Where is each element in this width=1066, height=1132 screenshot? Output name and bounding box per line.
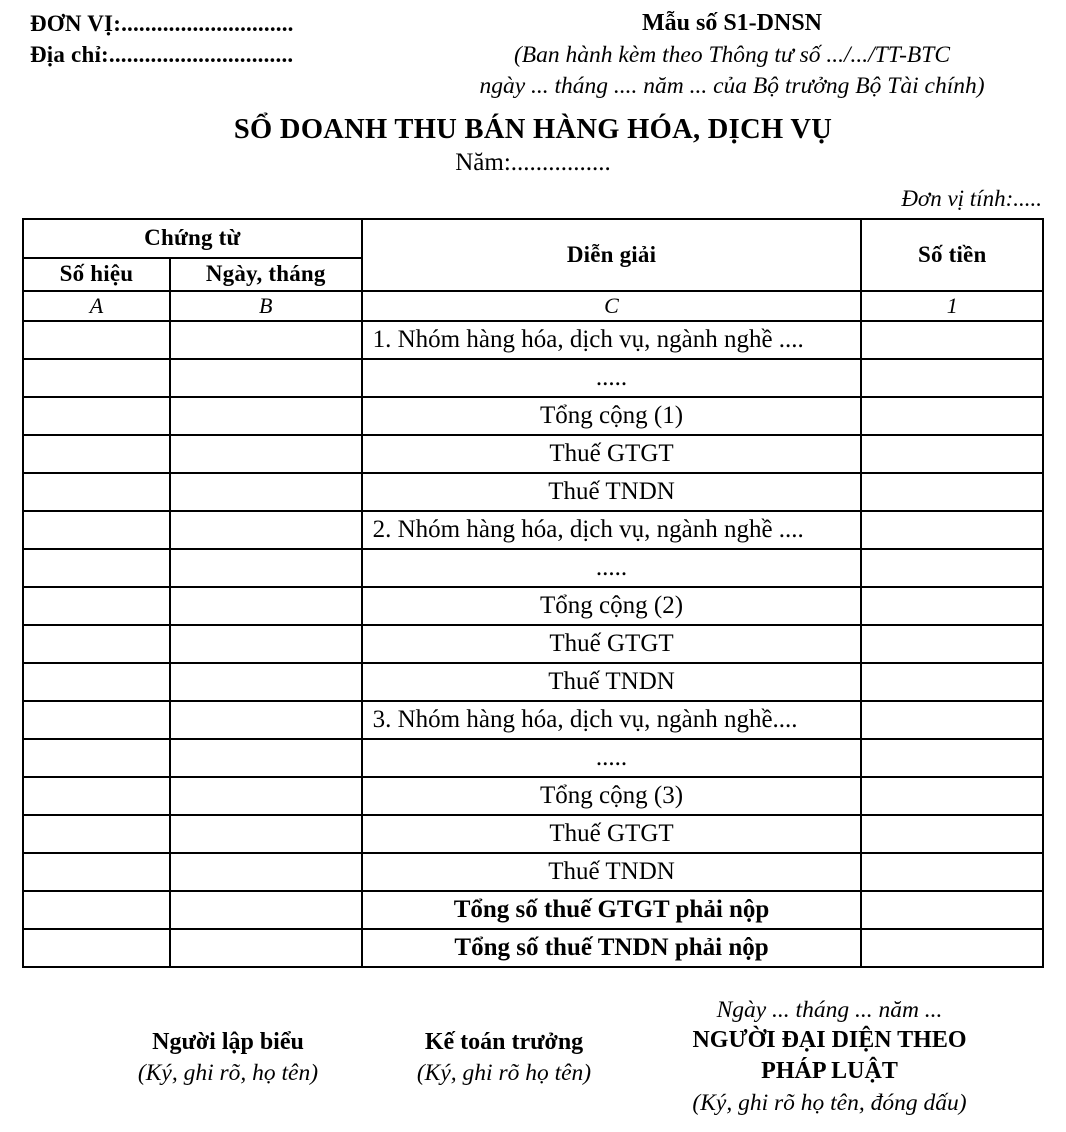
cell-dien-giai: Tổng số thuế GTGT phải nộp xyxy=(362,891,862,929)
form-issued-line1: (Ban hành kèm theo Thông tư số .../.../TT-BTC xyxy=(513,41,951,68)
cell-ngay-thang xyxy=(170,891,362,929)
form-number: Mẫu số S1-DNSN xyxy=(641,10,823,36)
header-so-tien: Số tiền xyxy=(861,219,1043,291)
cell-ngay-thang xyxy=(170,549,362,587)
cell-dien-giai: 2. Nhóm hàng hóa, dịch vụ, ngành nghề .... xyxy=(362,511,862,549)
column-code-b: B xyxy=(170,291,362,321)
cell-dien-giai: Tổng cộng (1) xyxy=(362,397,862,435)
header-ngay-thang: Ngày, tháng xyxy=(170,258,362,291)
table-row xyxy=(23,739,1043,777)
cell-ngay-thang xyxy=(170,777,362,815)
cell-ngay-thang xyxy=(170,587,362,625)
cell-so-tien xyxy=(861,435,1043,473)
cell-so-tien xyxy=(861,739,1043,777)
cell-so-hieu xyxy=(23,587,170,625)
cell-so-tien xyxy=(861,815,1043,853)
cell-so-tien xyxy=(861,359,1043,397)
unit-of-measure-label: Đơn vị tính:..... xyxy=(901,185,1042,211)
table-row-total-gtgt xyxy=(23,891,1043,929)
table-row xyxy=(23,625,1043,663)
cell-ngay-thang xyxy=(170,397,362,435)
signature-preparer xyxy=(78,995,378,1089)
table-row xyxy=(23,435,1043,473)
header-chung-tu: Chứng từ xyxy=(23,219,362,258)
cell-so-tien xyxy=(861,473,1043,511)
cell-ngay-thang xyxy=(170,511,362,549)
table-row xyxy=(23,511,1043,549)
cell-so-hieu xyxy=(23,473,170,511)
cell-dien-giai: Thuế GTGT xyxy=(362,435,862,473)
cell-so-tien xyxy=(861,853,1043,891)
column-code-row xyxy=(23,291,1043,321)
cell-ngay-thang xyxy=(170,663,362,701)
cell-so-hieu xyxy=(23,625,170,663)
signature-section xyxy=(0,995,1066,1118)
preparer-title: Người lập biểu xyxy=(152,1028,304,1055)
chief-accountant-note: (Ký, ghi rõ họ tên) xyxy=(416,1059,592,1086)
form-reference-block xyxy=(360,8,1044,102)
table-row xyxy=(23,321,1043,359)
cell-so-tien xyxy=(861,321,1043,359)
cell-so-hieu xyxy=(23,321,170,359)
cell-ngay-thang xyxy=(170,435,362,473)
table-row xyxy=(23,549,1043,587)
cell-dien-giai: ..... xyxy=(362,739,862,777)
cell-so-hieu xyxy=(23,853,170,891)
cell-so-tien xyxy=(861,777,1043,815)
column-code-1: 1 xyxy=(861,291,1043,321)
table-row xyxy=(23,853,1043,891)
signature-legal-representative xyxy=(614,995,1045,1118)
cell-so-tien xyxy=(861,891,1043,929)
cell-so-tien xyxy=(861,701,1043,739)
cell-so-tien xyxy=(861,511,1043,549)
cell-dien-giai: Thuế GTGT xyxy=(362,815,862,853)
cell-dien-giai: Thuế TNDN xyxy=(362,473,862,511)
cell-dien-giai: ..... xyxy=(362,549,862,587)
chief-accountant-title: Kế toán trưởng xyxy=(424,1028,584,1055)
cell-ngay-thang xyxy=(170,701,362,739)
table-body xyxy=(23,321,1043,967)
cell-so-hieu xyxy=(23,549,170,587)
cell-so-hieu xyxy=(23,739,170,777)
cell-ngay-thang xyxy=(170,473,362,511)
representative-note: (Ký, ghi rõ họ tên, đóng dấu) xyxy=(692,1089,967,1116)
table-row xyxy=(23,663,1043,701)
cell-so-hieu xyxy=(23,511,170,549)
cell-ngay-thang xyxy=(170,929,362,967)
cell-dien-giai: Thuế TNDN xyxy=(362,663,862,701)
cell-ngay-thang xyxy=(170,853,362,891)
revenue-table xyxy=(22,218,1044,968)
cell-so-hieu xyxy=(23,435,170,473)
cell-so-tien xyxy=(861,663,1043,701)
cell-ngay-thang xyxy=(170,359,362,397)
cell-dien-giai: Tổng cộng (2) xyxy=(362,587,862,625)
table-row-total-tndn xyxy=(23,929,1043,967)
cell-so-tien xyxy=(861,587,1043,625)
header-dien-giai: Diễn giải xyxy=(362,219,862,291)
cell-so-hieu xyxy=(23,777,170,815)
table-row xyxy=(23,815,1043,853)
table-row xyxy=(23,397,1043,435)
table-row xyxy=(23,359,1043,397)
cell-dien-giai: Tổng cộng (3) xyxy=(362,777,862,815)
cell-dien-giai: Thuế TNDN xyxy=(362,853,862,891)
table-row xyxy=(23,701,1043,739)
column-code-a: A xyxy=(23,291,170,321)
table-header xyxy=(23,219,1043,321)
cell-so-hieu xyxy=(23,663,170,701)
preparer-note: (Ký, ghi rõ, họ tên) xyxy=(137,1059,319,1086)
cell-dien-giai: Tổng số thuế TNDN phải nộp xyxy=(362,929,862,967)
table-row xyxy=(23,473,1043,511)
cell-so-hieu xyxy=(23,815,170,853)
representative-title-line1: NGƯỜI ĐẠI DIỆN THEO xyxy=(692,1027,967,1054)
cell-dien-giai: 3. Nhóm hàng hóa, dịch vụ, ngành nghề.... xyxy=(362,701,862,739)
cell-so-tien xyxy=(861,397,1043,435)
cell-so-hieu xyxy=(23,359,170,397)
org-block xyxy=(30,8,360,70)
address-line: Địa chỉ:............................... xyxy=(30,42,294,68)
cell-dien-giai: 1. Nhóm hàng hóa, dịch vụ, ngành nghề .... xyxy=(362,321,862,359)
cell-dien-giai: Thuế GTGT xyxy=(362,625,862,663)
cell-ngay-thang xyxy=(170,321,362,359)
cell-so-hieu xyxy=(23,929,170,967)
cell-so-tien xyxy=(861,549,1043,587)
cell-ngay-thang xyxy=(170,625,362,663)
cell-so-hieu xyxy=(23,701,170,739)
page-title: SỔ DOANH THU BÁN HÀNG HÓA, DỊCH VỤ xyxy=(233,113,833,145)
cell-so-tien xyxy=(861,929,1043,967)
column-code-c: C xyxy=(362,291,862,321)
signature-chief-accountant xyxy=(394,995,614,1089)
representative-title-line2: PHÁP LUẬT xyxy=(761,1058,898,1085)
cell-ngay-thang xyxy=(170,739,362,777)
cell-dien-giai: ..... xyxy=(362,359,862,397)
cell-so-hieu xyxy=(23,397,170,435)
top-header xyxy=(0,8,1066,102)
form-issued-line2: ngày ... tháng .... năm ... của Bộ trưởng Bộ Tài chính) xyxy=(479,72,985,99)
cell-so-hieu xyxy=(23,891,170,929)
table-row xyxy=(23,587,1043,625)
year-line: Năm:................ xyxy=(455,148,611,176)
table-row xyxy=(23,777,1043,815)
header-so-hieu: Số hiệu xyxy=(23,258,170,291)
cell-so-tien xyxy=(861,625,1043,663)
signature-date-line: Ngày ... tháng ... năm ... xyxy=(716,996,943,1023)
cell-ngay-thang xyxy=(170,815,362,853)
unit-line: ĐƠN VỊ:............................. xyxy=(30,11,294,36)
